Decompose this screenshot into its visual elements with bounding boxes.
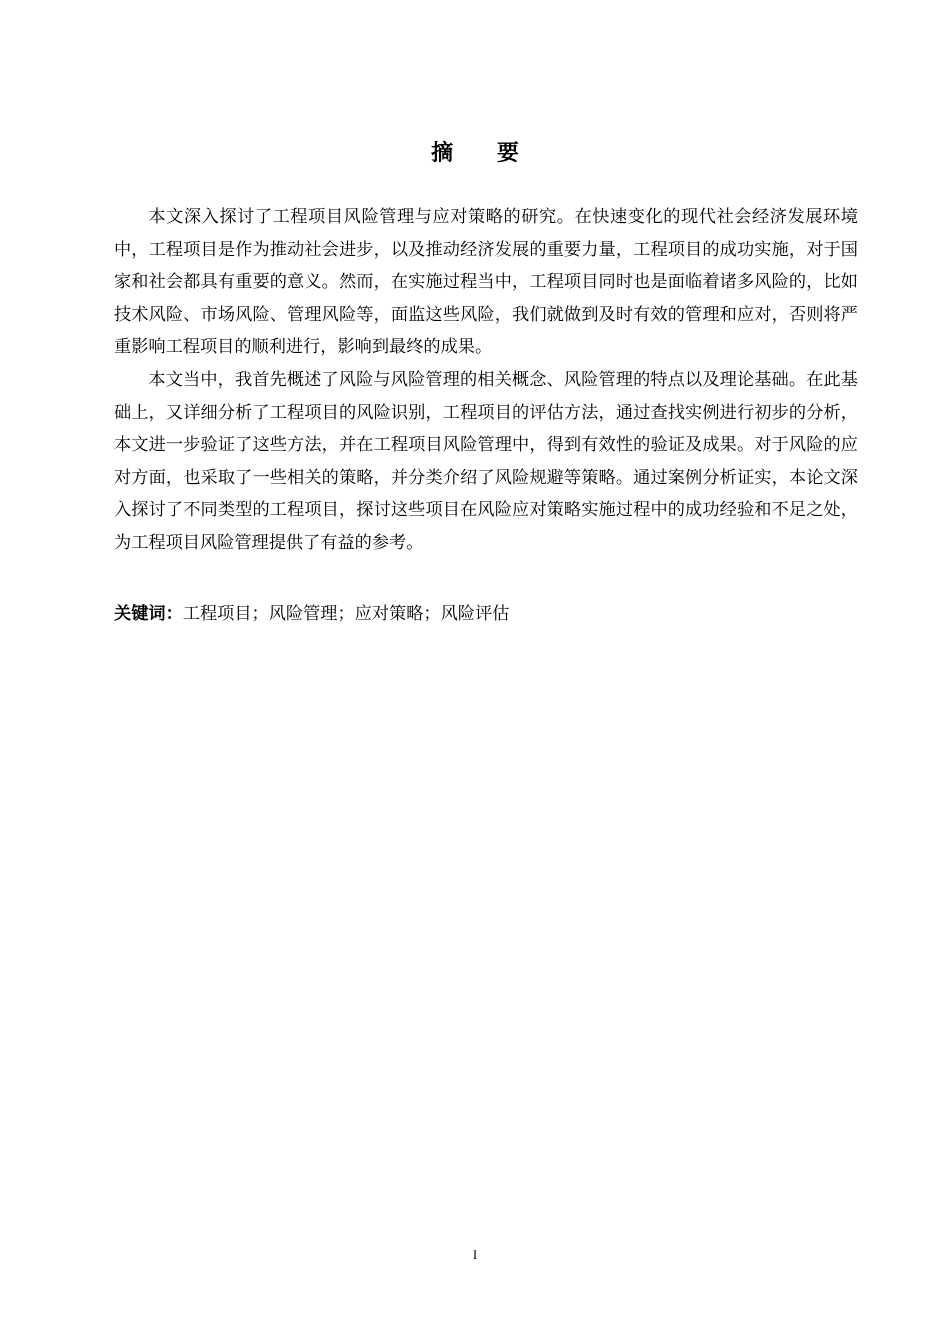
abstract-paragraph-1: 本文深入探讨了工程项目风险管理与应对策略的研究。在快速变化的现代社会经济发展环境中，工程项目是作为推动社会进步，以及推动经济发展的重要力量，工程项目的成功实施，对于国家和社会都具有重要的意义。然而，在实施过程当中，工程项目同时也是面临着诸多风险的，比如技术风险、市场风险、管理风险等，面监这些风险，我们就做到及时有效的管理和应对，否则将严重影响工程项目的顺利进行，影响到最终的成果。 xyxy=(114,207,858,358)
keywords-text: 工程项目；风险管理；应对策略；风险评估 xyxy=(182,604,510,624)
keywords-line xyxy=(114,598,858,630)
page-number: I xyxy=(472,1247,478,1262)
abstract-paragraph-2: 本文当中，我首先概述了风险与风险管理的相关概念、风险管理的特点以及理论基础。在此基础上，又详细分析了工程项目的风险识别，工程项目的评估方法，通过查找实例进行初步的分析，本文进一步验证了这些方法，并在工程项目风险管理中，得到有效性的验证及成果。对于风险的应对方面，也采取了一些相关的策略，并分类介绍了风险规避等策略。通过案例分析证实，本论文深入探讨了不同类型的工程项目，探讨这些项目在风险应对策略实施过程中的成功经验和不足之处，为工程项目风险管理提供了有益的参考。 xyxy=(114,369,858,553)
keywords-label: 关键词： xyxy=(114,604,183,624)
abstract-title: 摘 要 xyxy=(431,140,537,166)
abstract-body xyxy=(114,201,858,560)
